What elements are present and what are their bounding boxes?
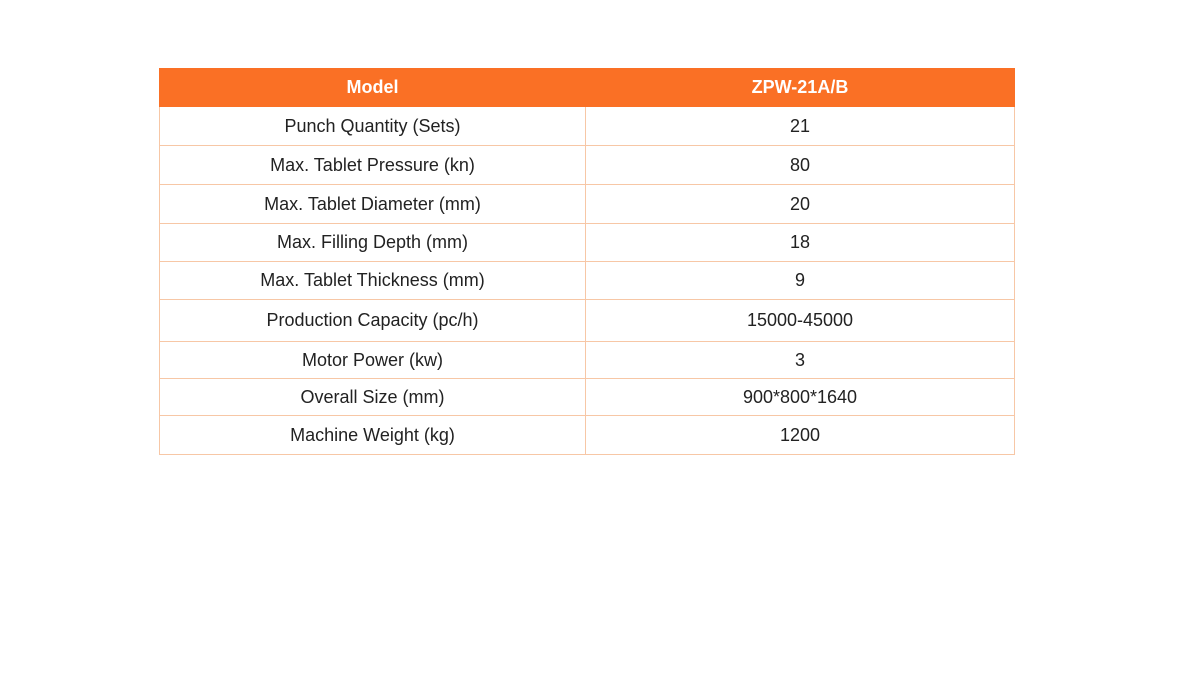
spec-value: 18 [586, 224, 1015, 262]
spec-value: 21 [586, 107, 1015, 146]
table-header-row [160, 69, 1015, 107]
spec-label: Production Capacity (pc/h) [160, 300, 586, 342]
spec-label: Max. Tablet Pressure (kn) [160, 146, 586, 185]
table-row [160, 300, 1015, 342]
table-row [160, 379, 1015, 416]
spec-value: 900*800*1640 [586, 379, 1015, 416]
spec-label: Overall Size (mm) [160, 379, 586, 416]
table-row [160, 224, 1015, 262]
table-row [160, 107, 1015, 146]
table-row [160, 262, 1015, 300]
spec-value: 80 [586, 146, 1015, 185]
table-row [160, 146, 1015, 185]
spec-label: Max. Tablet Diameter (mm) [160, 185, 586, 224]
table-row [160, 185, 1015, 224]
spec-value: 1200 [586, 416, 1015, 455]
header-label-cell: Model [160, 69, 586, 107]
header-value-cell: ZPW-21A/B [586, 69, 1015, 107]
spec-label: Motor Power (kw) [160, 342, 586, 379]
spec-value: 15000-45000 [586, 300, 1015, 342]
spec-label: Punch Quantity (Sets) [160, 107, 586, 146]
spec-table [159, 68, 1015, 455]
table-row [160, 342, 1015, 379]
spec-value: 20 [586, 185, 1015, 224]
spec-value: 9 [586, 262, 1015, 300]
spec-value: 3 [586, 342, 1015, 379]
table-row [160, 416, 1015, 455]
spec-label: Max. Tablet Thickness (mm) [160, 262, 586, 300]
spec-label: Max. Filling Depth (mm) [160, 224, 586, 262]
spec-label: Machine Weight (kg) [160, 416, 586, 455]
